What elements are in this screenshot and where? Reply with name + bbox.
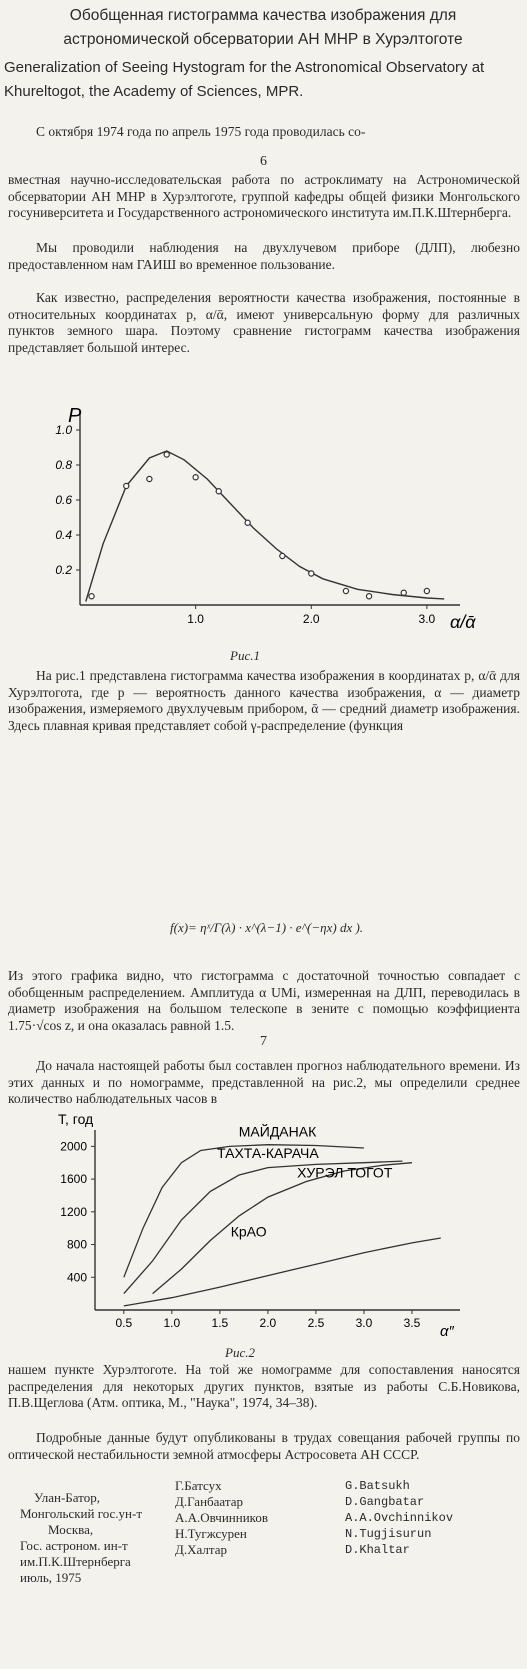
fig2-x-tick-label: 2.0 xyxy=(259,1316,277,1330)
fig2-series-label: ТАХТА-КАРАЧА xyxy=(217,1144,319,1161)
fig1-data-point xyxy=(280,553,285,558)
paragraph-intro: С октября 1974 года по апрель 1975 года проводилась со- xyxy=(36,124,366,139)
fig1-y-tick-label: 0.6 xyxy=(55,493,72,507)
author-en: G.Batsukh xyxy=(345,1479,410,1493)
paragraph-collaboration: вместная научно-исследовательская работа по астроклимату на Астрономической обсерватории АН МНР в Хурэлтоготе, группой кафедры общей физики Монгольского госуниверситета и Государственного астрономического института им.П.К.Штернберга. xyxy=(8,172,520,220)
place-moscow: Москва, xyxy=(48,1522,94,1537)
figure-1-histogram xyxy=(20,390,500,645)
fig1-x-axis-label: α/ᾱ xyxy=(450,612,476,632)
figure-2-nomogram xyxy=(20,1110,500,1340)
fig1-x-tick-label: 3.0 xyxy=(418,612,436,626)
fig2-y-axis-label: T, год xyxy=(58,1111,94,1127)
fig1-y-axis-label: P xyxy=(68,405,82,427)
fig1-y-tick-label: 0.4 xyxy=(55,528,72,542)
figure-2-caption: Рис.2 xyxy=(225,1345,255,1360)
fig1-data-point xyxy=(309,571,314,576)
page-number-6: 6 xyxy=(260,154,267,169)
author-en: D.Khaltar xyxy=(345,1543,410,1557)
fig1-data-point xyxy=(164,452,169,457)
paragraph-nomogram: нашем пункте Хурэлтоготе. На той же номограмме для сопоставления наносятся распределения для некоторых других пунктов, взятые из работы С.Б.Новикова, П.В.Щеглова (Атм. оптика, М., "Наука", 1974, 34–38). xyxy=(8,1362,520,1410)
fig2-series-label: ХУРЭЛ ТОГОТ xyxy=(297,1164,393,1181)
paragraph-publication: Подробные данные будут опубликованы в трудах совещания рабочей группы по оптической нестабильности земной атмосферы Астросовета АН СССР. xyxy=(8,1430,520,1462)
fig2-series-labels xyxy=(217,1123,393,1240)
paragraph-forecast: До начала настоящей работы был составлен прогноз наблюдательного времени. Из этих данных и по номограмме, представленной на рис.2, мы определили среднее количество наблюдательных часов в xyxy=(8,1058,520,1106)
fig1-gamma-curve xyxy=(86,451,444,602)
author-ru: Н.Тугжсурен xyxy=(175,1526,247,1541)
place-ulaanbaatar: Улан-Батор, xyxy=(34,1490,100,1505)
fig1-y-tick-label: 0.2 xyxy=(55,563,72,577)
org-mongolian-university: Монгольский гос.ун-т xyxy=(20,1506,143,1521)
author-en: A.A.Ovchinnikov xyxy=(345,1511,454,1525)
fig2-x-tick-label: 2.5 xyxy=(307,1316,325,1330)
org-astronomical-institute: Гос. астроном. ин-т xyxy=(20,1538,128,1553)
fig2-y-tick-label: 1600 xyxy=(60,1172,87,1187)
title-russian: Обобщенная гистограмма качества изображения для астрономической обсерватории АН МНР в Хурэлтоготе xyxy=(63,7,463,48)
fig2-y-tick-label: 400 xyxy=(66,1270,87,1285)
fig1-data-point xyxy=(216,489,221,494)
author-ru: Д.Халтар xyxy=(175,1542,227,1557)
fig2-y-tick-label: 1200 xyxy=(60,1204,87,1219)
fig1-data-point xyxy=(245,520,250,525)
fig2-series-lines xyxy=(124,1145,441,1306)
fig1-data-point xyxy=(366,594,371,599)
fig1-data-point xyxy=(147,476,152,481)
author-ru: Д.Ганбаатар xyxy=(175,1494,243,1509)
paragraph-figure1-description: На рис.1 представлена гистограмма качества изображения в координатах p, α/ᾱ для Хурэлтогота, где p — вероятность данного качества изображения, α — диаметр изображения, измеряемого двухлучевым прибором, ᾱ — средний диаметр изображения. Здесь плавная кривая представляет собой γ-распределение (функция xyxy=(8,668,520,733)
fig1-data-point xyxy=(424,588,429,593)
author-en: N.Tugjisurun xyxy=(345,1527,432,1541)
fig2-series-label: КрАО xyxy=(230,1223,267,1240)
fig1-data-point xyxy=(343,588,348,593)
fig2-x-tick-label: 3.5 xyxy=(403,1316,421,1330)
fig1-x-tick-label: 1.0 xyxy=(187,612,204,626)
fig2-series-line xyxy=(153,1163,412,1294)
fig1-y-tick-label: 0.8 xyxy=(55,458,72,472)
author-ru: Г.Батсух xyxy=(175,1478,222,1493)
fig2-series-line xyxy=(124,1238,441,1306)
authors-latin xyxy=(345,1478,515,1558)
gamma-function-formula: f(x)= ηˣ/Γ(λ) · x^(λ−1) · e^(−ηx) dx ). xyxy=(170,920,364,935)
fig2-y-tick-label: 800 xyxy=(66,1237,87,1252)
org-sternberg: им.П.К.Штернберга xyxy=(20,1554,131,1569)
author-en: D.Gangbatar xyxy=(345,1495,425,1509)
fig1-x-tick-label: 2.0 xyxy=(302,612,320,626)
figure-1-caption: Рис.1 xyxy=(230,648,260,663)
fig2-series-label: МАЙДАНАК xyxy=(238,1123,317,1140)
fig1-y-tick-label: 1.0 xyxy=(55,423,72,437)
fig1-data-point xyxy=(89,594,94,599)
fig2-x-tick-label: 1.0 xyxy=(163,1316,181,1330)
page-number-7: 7 xyxy=(260,1034,267,1049)
title-english: Generalization of Seeing Hystogram for the Astronomical Observatory at Khureltogot, the Academy of Sciences, MPR. xyxy=(4,59,485,100)
fig2-x-tick-label: 1.5 xyxy=(211,1316,229,1330)
paragraph-distribution: Как известно, распределения вероятности качества изображения, постоянные в относительных координатах p, α/ᾱ, имеют универсальную форму для различных пунктов земного шара. Поэтому сравнение гистограмм качества изображения представляет большой интерес. xyxy=(8,290,520,355)
fig2-x-tick-label: 3.0 xyxy=(355,1316,373,1330)
signature-date: июль, 1975 xyxy=(20,1570,82,1585)
fig1-axes xyxy=(80,410,460,605)
fig1-data-points xyxy=(89,452,430,599)
paragraph-results: Из этого графика видно, что гистограмма с достаточной точностью совпадает с обобщенным распределением. Амплитуда α UMi, измеренная на ДЛП, переводилась в диаметр изображения на большом телескопе в зените с помощью коэффициента 1.75·√cos z, и она оказалась равной 1.5. xyxy=(8,968,520,1033)
paragraph-instrument: Мы проводили наблюдения на двухлучевом приборе (ДЛП), любезно предоставленном нам ГАИШ во временное пользование. xyxy=(8,240,520,272)
signature-affiliations xyxy=(20,1490,190,1586)
authors-russian xyxy=(175,1478,335,1558)
fig2-y-tick-label: 2000 xyxy=(60,1139,87,1154)
fig1-data-point xyxy=(124,483,129,488)
fig1-data-point xyxy=(401,590,406,595)
author-ru: А.А.Овчинников xyxy=(175,1510,268,1525)
fig2-x-axis-label: α″ xyxy=(440,1323,454,1340)
fig2-x-tick-label: 0.5 xyxy=(115,1316,133,1330)
fig1-data-point xyxy=(193,475,198,480)
